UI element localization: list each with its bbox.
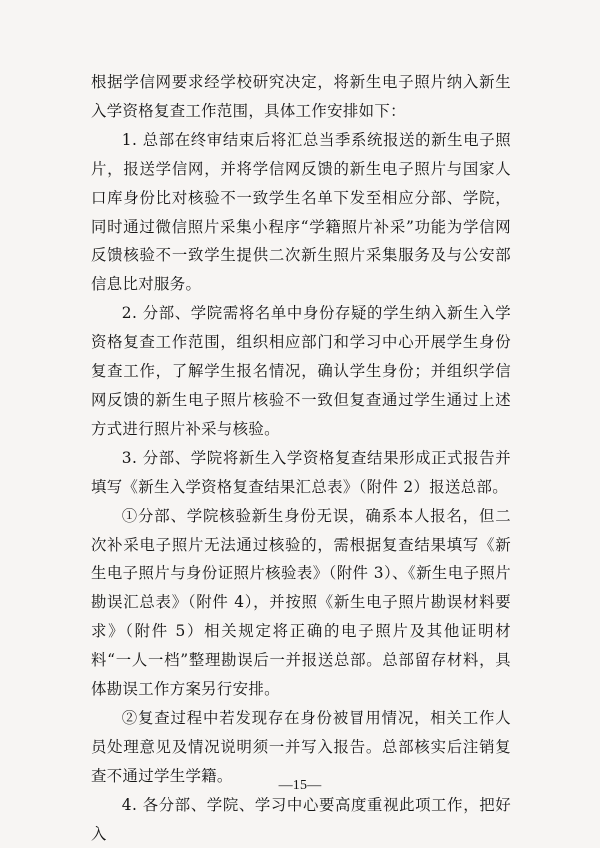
paragraph-item-1: 1. 总部在终审结束后将汇总当季系统报送的新生电子照片，报送学信网，并将学信网反馈的新生电子照片与国家人口库身份比对核验不一致学生名单下发至相应分部、学院，同时通过微信照片采集小程序“学籍照片补采”功能为学信网反馈核验不一致学生提供二次新生照片采集服务及与公安部信息比对服务。 xyxy=(91,130,511,294)
paragraph-item-3: 3. 分部、学院将新生入学资格复查结果形成正式报告并填写《新生入学资格复查结果汇总表》（附件 2）报送总部。 xyxy=(91,448,511,496)
page-number: —15— xyxy=(278,778,322,793)
paragraph-subitem-1: ①分部、学院核验新生身份无误，确系本人报名，但二次补采电子照片无法通过核验的，需根据复查结果填写《新生电子照片与身份证照片核验表》（附件 3）、《新生电子照片勘误汇总表》（附件 4），并按照《新生电子照片勘误材料要求》（附件 5）相关规定将正确的电子照片及其他证明材料“一人一档”整理勘误后一并报送总部。总部留存材料，具体勘误工作方案另行安排。 xyxy=(91,506,512,699)
paragraph-item-4: 4. 各分部、学院、学习中心要高度重视此项工作，把好入 xyxy=(91,795,511,843)
document-body xyxy=(91,68,511,848)
paragraph-subitem-2: ②复查过程中若发现存在身份被冒用情况，相关工作人员处理意见及情况说明须一并写入报告。总部核实后注销复查不通过学生学籍。 xyxy=(91,708,511,785)
paragraph-item-2: 2. 分部、学院需将名单中身份存疑的学生纳入新生入学资格复查工作范围，组织相应部门和学习中心开展学生身份复查工作，了解学生报名情况，确认学生身份；并组织学信网反馈的新生电子照片核验不一致但复查通过学生通过上述方式进行照片补采与核验。 xyxy=(91,304,511,438)
paragraph-intro: 根据学信网要求经学校研究决定，将新生电子照片纳入新生入学资格复查工作范围，具体工作安排如下： xyxy=(91,73,511,120)
